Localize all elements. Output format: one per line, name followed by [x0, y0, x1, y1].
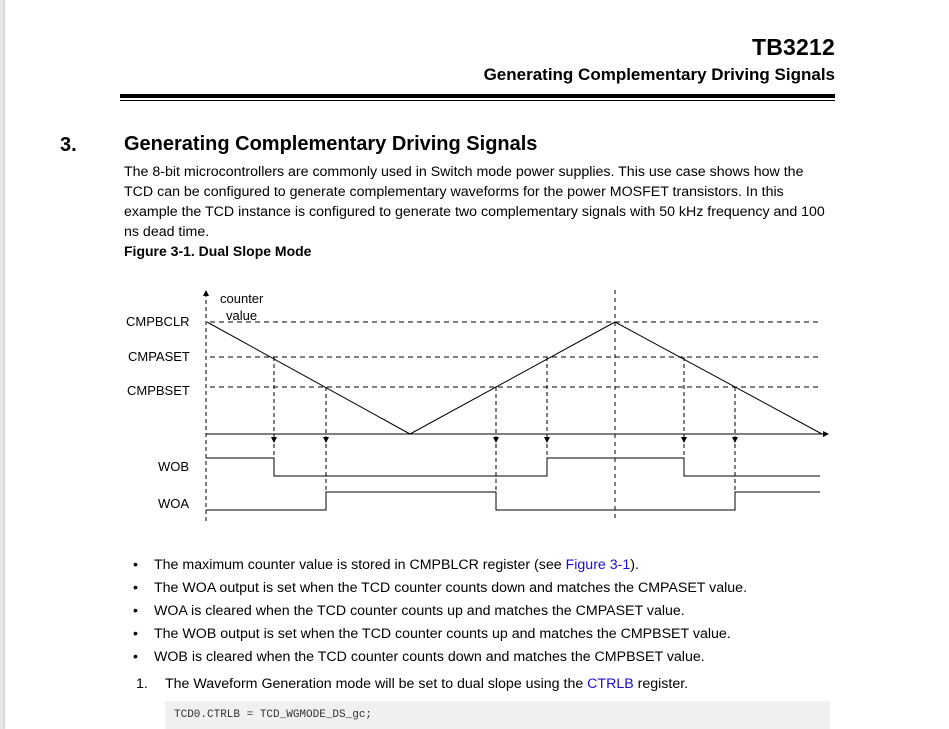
list-item: • The WOB output is set when the TCD counter counts up and matches the CMPBSET value. [133, 626, 731, 642]
document-subtitle: Generating Complementary Driving Signals [483, 65, 835, 84]
ctrlb-link[interactable]: CTRLB [587, 676, 634, 692]
bullet-dot: • [133, 603, 138, 619]
section-number: 3. [60, 134, 77, 156]
axis-label-counter: counter [220, 291, 264, 306]
list-item: • WOA is cleared when the TCD counter counts up and matches the CMPASET value. [133, 603, 685, 619]
wob-waveform [206, 458, 820, 476]
list-item: • WOB is cleared when the TCD counter counts down and matches the CMPBSET value. [133, 649, 705, 665]
counter-waveform [207, 322, 822, 434]
code-block [165, 701, 830, 729]
signal-label-wob: WOB [158, 459, 190, 474]
bullet-dot: • [133, 557, 138, 573]
bullet-list [133, 555, 747, 670]
code-line: TCD0.CTRLB = TCD_WGMODE_DS_gc; [174, 709, 373, 721]
numbered-step: 1. The Waveform Generation mode will be set to dual slope using the CTRLB register. [136, 676, 689, 692]
dual-slope-diagram [5, 0, 949, 545]
figure-link[interactable]: Figure 3-1 [565, 557, 631, 573]
figure-caption: Figure 3-1. Dual Slope Mode [124, 243, 312, 259]
document-page [5, 0, 949, 729]
bullet-dot: • [133, 649, 138, 665]
section-intro: The 8-bit microcontrollers are commonly used in Switch mode power supplies. This use case shows how the TCD can be configured to generate complementary waveforms for the power MOSFET transistors. In this example the TCD instance is configured to generate two complementary signals with 50 kHz frequency and 100 ns dead time. [124, 164, 825, 240]
bullet-dot: • [133, 626, 138, 642]
woa-waveform [206, 492, 820, 510]
axis-label-value: value [226, 308, 258, 323]
level-label-cmpaset: CMPASET [128, 349, 190, 364]
level-label-cmpbclr: CMPBCLR [126, 314, 190, 329]
bullet-dot: • [133, 580, 138, 596]
document-id: TB3212 [751, 34, 835, 60]
step-number: 1. [136, 676, 148, 692]
signal-label-woa: WOA [158, 496, 190, 511]
section-title: Generating Complementary Driving Signals [124, 133, 538, 155]
level-label-cmpbset: CMPBSET [127, 383, 190, 398]
list-item: • The WOA output is set when the TCD counter counts down and matches the CMPASET value. [133, 580, 748, 596]
list-item: • The maximum counter value is stored in CMPBLCR register (see Figure 3-1). [133, 557, 639, 573]
